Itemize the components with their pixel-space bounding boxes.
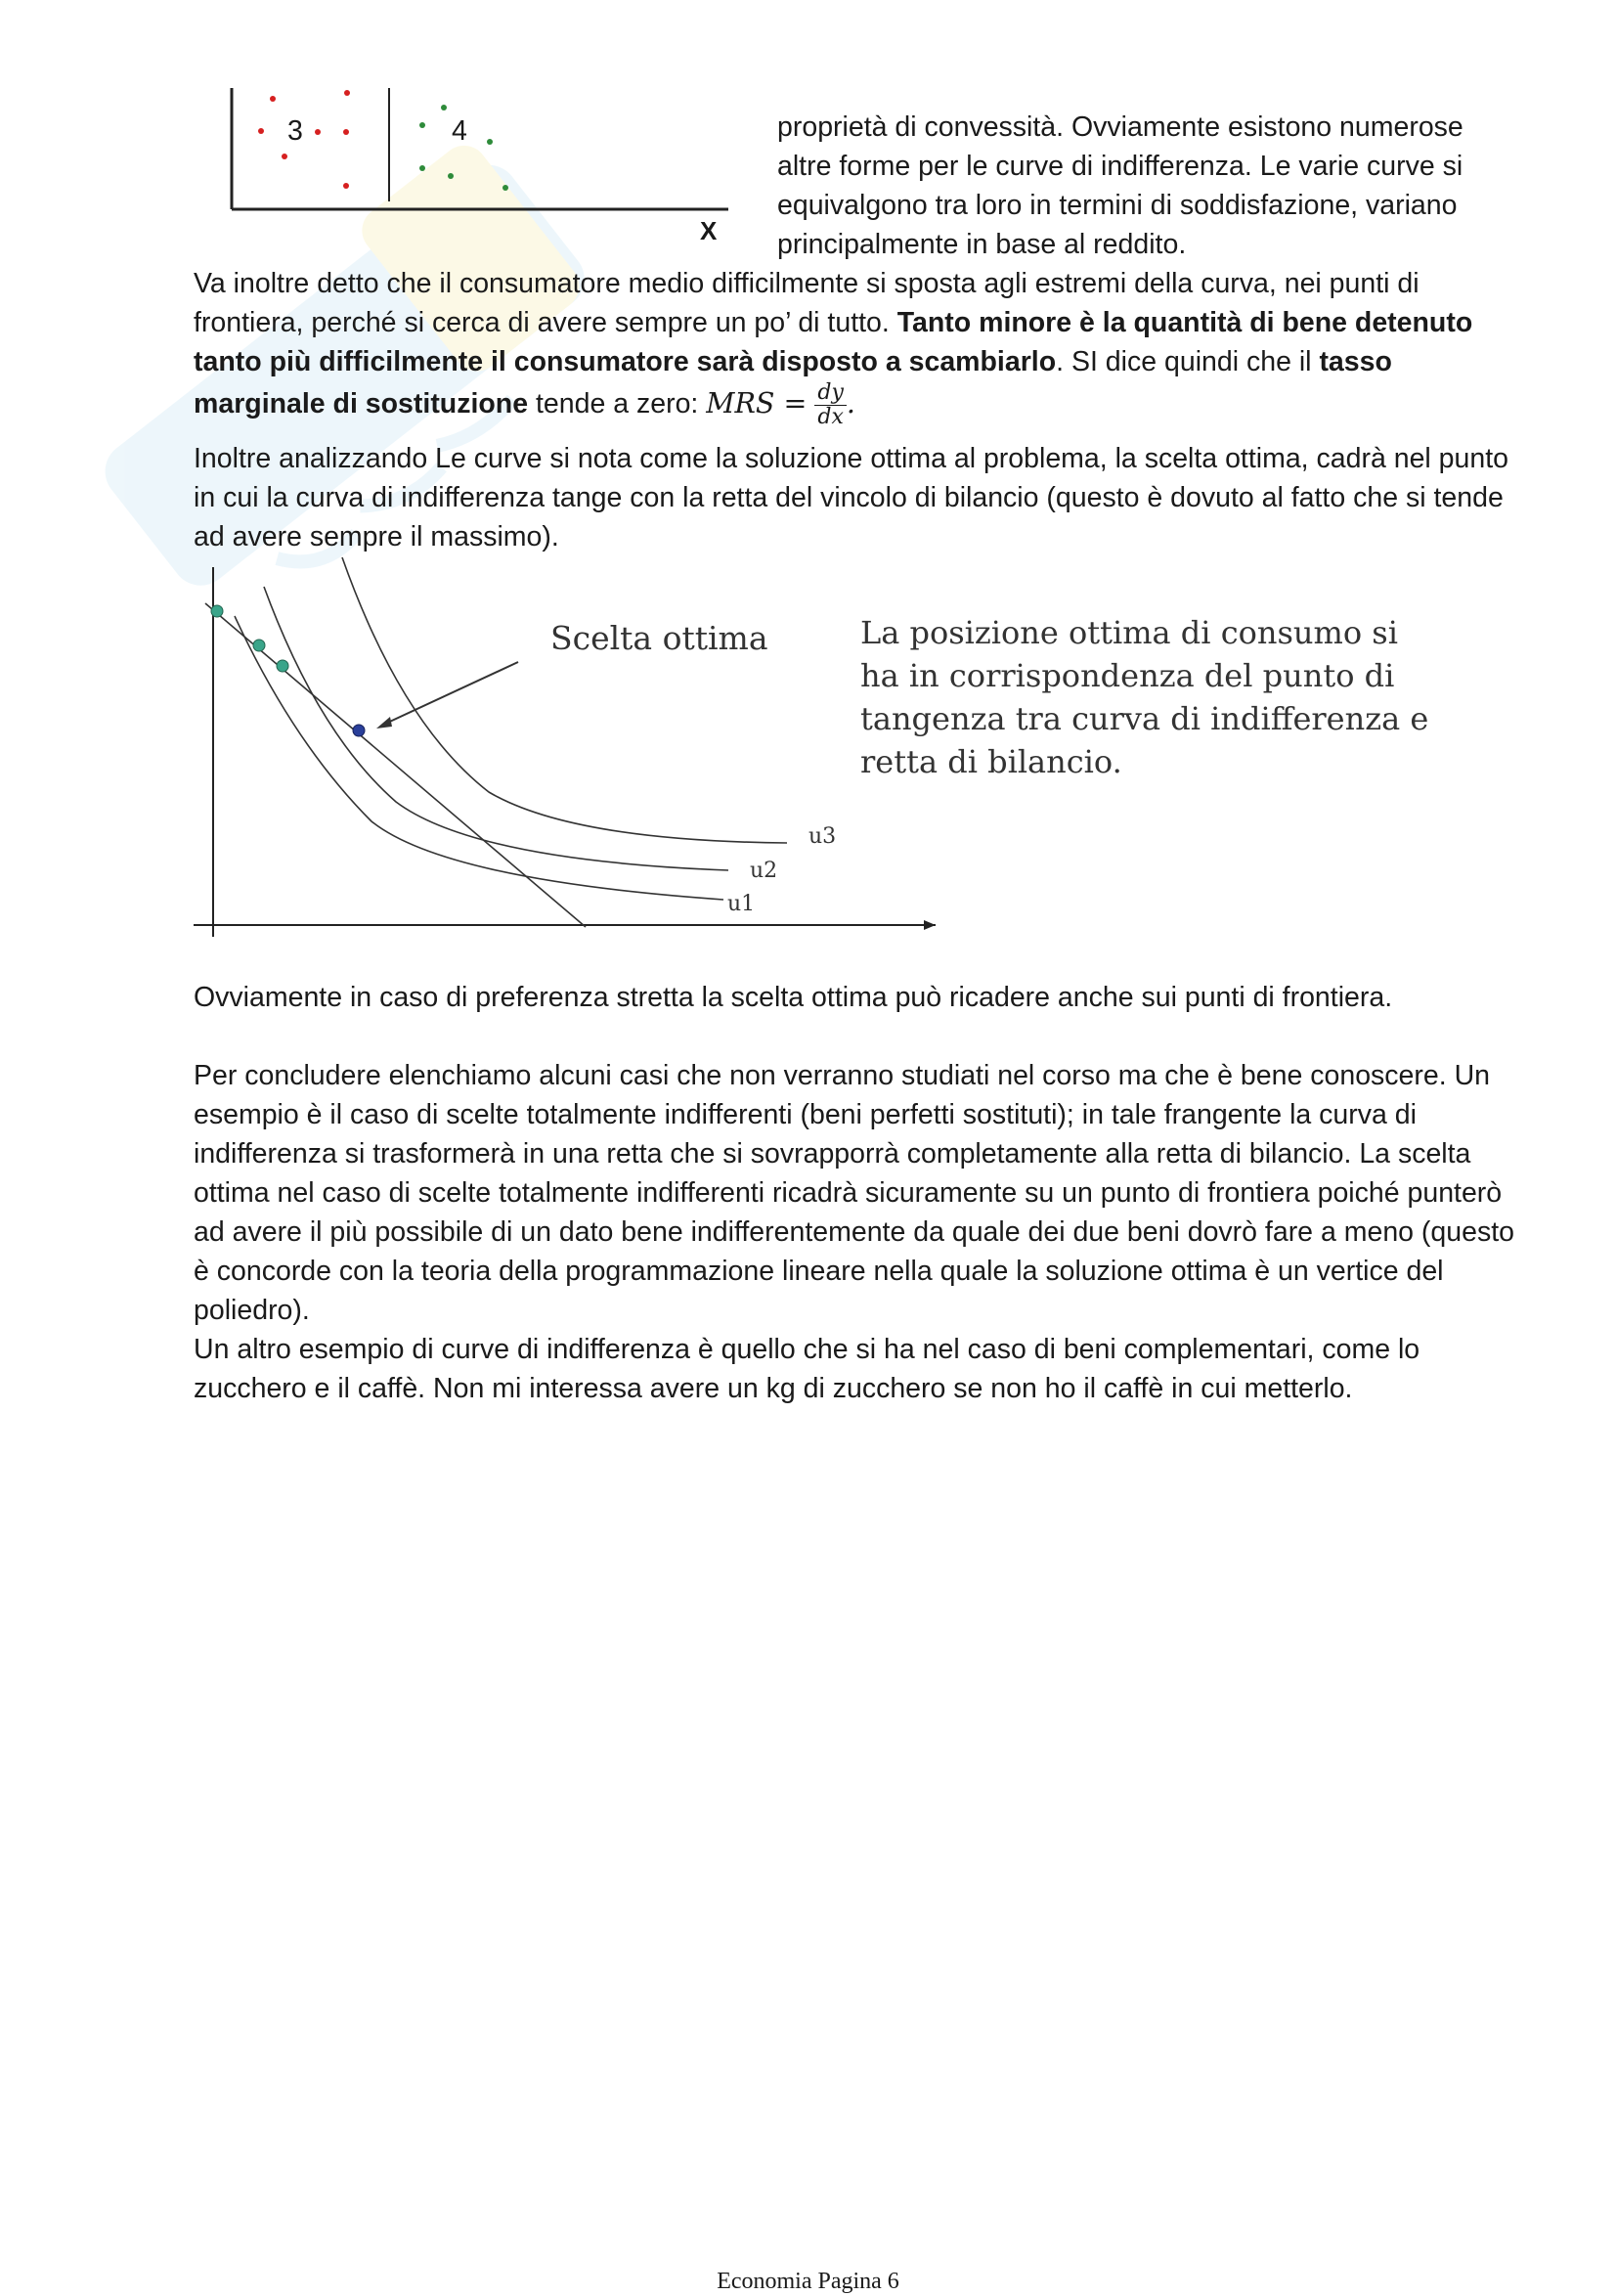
quadrant-label-3: 3 <box>287 115 303 147</box>
figure-caption-line-3: tangenza tra curva di indifferenza e <box>860 700 1429 737</box>
annotation-arrow <box>381 662 518 726</box>
side-text-line-4: principalmente in base al reddito. <box>777 229 1187 260</box>
side-text-line-2: altre forme per le curve di indifferenza. Le varie curve si <box>777 151 1463 182</box>
paragraph-strict-preference: Ovviamente in caso di preferenza stretta la scelta ottima può ricadere anche sui punti di frontiera. <box>194 982 1393 1013</box>
paragraph-mrs: Va inoltre detto che il consumatore medio difficilmente si sposta agli estremi della curva, nei punti di frontiera, perché si cerca di avere sempre un po’ di tutto. Tanto minore è la quantità di bene detenuto tanto più difficilmente il consumatore sarà disposto a scambiarlo. SI dice quindi che il tasso marginale di sostituzione tende a zero: MRS = $\frac{dy}{dx}$ . <box>194 268 1473 429</box>
frontier-point <box>277 660 288 672</box>
red-points <box>258 90 350 189</box>
figure-caption-line-1: La posizione ottima di consumo si <box>860 614 1398 651</box>
curve-u1 <box>235 616 723 900</box>
frontier-point <box>253 640 265 651</box>
figure-caption-line-2: ha in corrispondenza del punto di <box>860 657 1395 694</box>
mrs-formula: MRS = $\frac{dy}{dx}$ . <box>706 380 855 429</box>
paragraph-optimal-choice: Inoltre analizzando Le curve si nota come la soluzione ottima al problema, la scelta ottima, cadrà nel punto in cui la curva di indifferenza tange con la retta del vincolo di bilancio (questo è dovuto al fatto che si tende ad avere sempre il massimo). <box>194 443 1508 552</box>
paragraph-complementary-goods: Un altro esempio di curve di indifferenza è quello che si ha nel caso di beni complementari, come lo zucchero e il caffè. Non mi interessa avere un kg di zucchero se non ho il caffè in cui metterlo. <box>194 1334 1420 1404</box>
optimal-point <box>353 725 365 736</box>
paragraph-perfect-substitutes: Per concludere elenchiamo alcuni casi che non verranno studiati nel corso ma che è bene conoscere. Un esempio è il caso di scelte totalmente indifferenti (beni perfetti sostituti); in tale frangente la curva di indifferenza si trasformerà in una retta che si sovrapporrà completamente alla retta di bilancio. La scelta ottima nel caso di scelte totalmente indifferenti ricadrà sicuramente su un punto di frontiera poiché punterò ad avere il più possibile di un dato bene indifferentemente da quale dei due beni dovrò fare a meno (questo è concorde con la teoria della programmazione lineare nella quale la soluzione ottima è un vertice del poliedro). <box>194 1060 1514 1326</box>
curve-label-u2: u2 <box>750 859 778 883</box>
page-footer: Economia Pagina 6 <box>717 2269 899 2294</box>
side-text-line-1: proprietà di convessità. Ovviamente esistono numerose <box>777 111 1463 143</box>
optimal-choice-label: Scelta ottima <box>550 619 768 657</box>
figure-caption-line-4: retta di bilancio. <box>860 743 1122 780</box>
x-axis-label: X <box>700 216 718 245</box>
quadrant-label-4: 4 <box>452 115 467 147</box>
curve-u3 <box>342 557 787 843</box>
curve-label-u1: u1 <box>727 892 756 916</box>
side-text-line-3: equivalgono tra loro in termini di soddisfazione, variano <box>777 190 1458 221</box>
curve-label-u3: u3 <box>808 824 837 849</box>
budget-line <box>205 603 586 927</box>
frontier-point <box>211 605 223 617</box>
indifference-curves-figure <box>191 557 943 939</box>
